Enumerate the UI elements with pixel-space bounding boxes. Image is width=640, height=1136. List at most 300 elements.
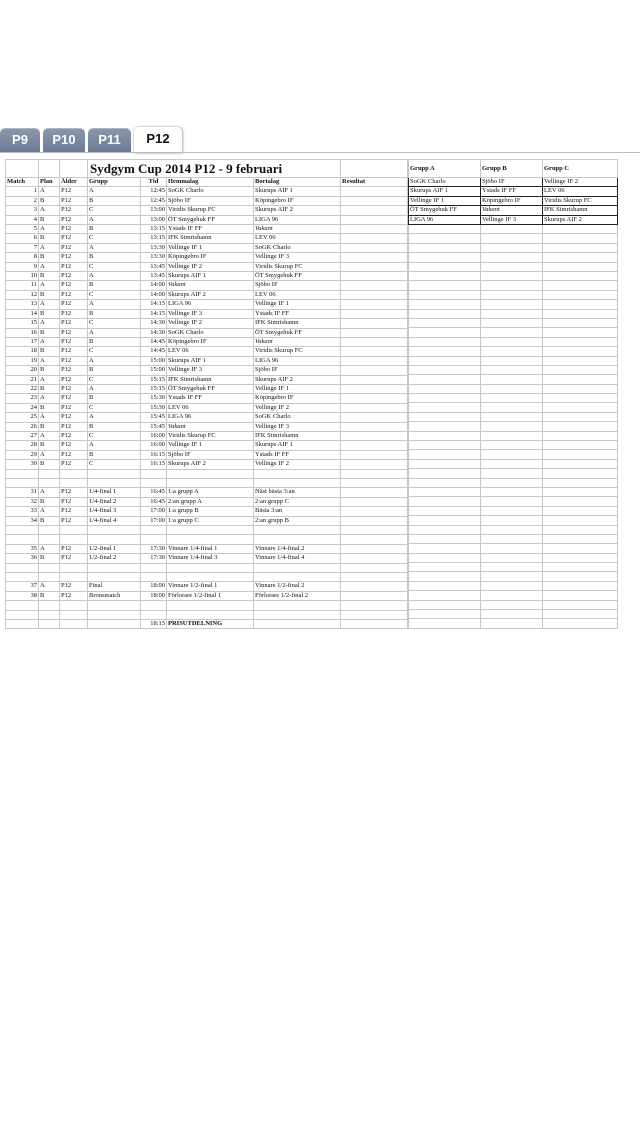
group-team-cell[interactable]: Vellinge IF 3 [481, 215, 543, 224]
cell-alder[interactable]: P12 [60, 375, 88, 384]
empty-cell[interactable] [481, 262, 543, 271]
empty-cell[interactable] [481, 234, 543, 243]
cell-tid[interactable]: 15:30 [141, 403, 167, 412]
cell-resultat[interactable] [341, 544, 408, 553]
cell-tid[interactable] [141, 469, 167, 478]
cell-bortalag[interactable]: Ystads IF FF [254, 309, 341, 318]
cell-plan[interactable]: B [39, 290, 60, 299]
cell-plan[interactable]: A [39, 431, 60, 440]
cell-bortalag[interactable]: Vellinge IF 1 [254, 300, 341, 309]
cell-bortalag[interactable]: LIGA 96 [254, 215, 341, 224]
cell-hemmalag[interactable]: IFK Simrishamn [167, 375, 254, 384]
cell-grupp[interactable]: C [88, 403, 141, 412]
cell-tid[interactable]: 13:00 [141, 215, 167, 224]
cell-grupp[interactable] [88, 469, 141, 478]
cell-resultat[interactable] [341, 300, 408, 309]
cell-tid[interactable]: 12:45 [141, 187, 167, 196]
empty-cell[interactable] [543, 309, 618, 318]
cell-resultat[interactable] [341, 450, 408, 459]
cell-resultat[interactable] [341, 356, 408, 365]
cell-tid[interactable]: 15:00 [141, 356, 167, 365]
cell-resultat[interactable] [341, 281, 408, 290]
cell-hemmalag[interactable]: IFK Simrishamn [167, 234, 254, 243]
group-team-cell[interactable]: Vellinge IF 1 [409, 196, 481, 205]
cell-plan[interactable] [39, 469, 60, 478]
cell-hemmalag[interactable]: Köpingebro IF [167, 253, 254, 262]
cell-grupp[interactable]: 1/4-final 4 [88, 516, 141, 525]
empty-cell[interactable] [409, 450, 481, 459]
cell-resultat[interactable] [341, 610, 408, 619]
cell-grupp[interactable]: C [88, 319, 141, 328]
cell-plan[interactable] [39, 572, 60, 581]
empty-cell[interactable] [409, 525, 481, 534]
cell-grupp[interactable]: B [88, 394, 141, 403]
cell-match-number[interactable]: 21 [6, 375, 39, 384]
cell-hemmalag[interactable]: Vellinge IF 1 [167, 243, 254, 252]
cell-match-number[interactable]: 15 [6, 319, 39, 328]
cell-grupp[interactable] [88, 563, 141, 572]
empty-cell[interactable] [543, 300, 618, 309]
cell-resultat[interactable] [341, 366, 408, 375]
cell-bortalag[interactable] [254, 535, 341, 544]
cell-bortalag[interactable]: Vellinge IF 1 [254, 384, 341, 393]
cell-tid[interactable]: 18:00 [141, 582, 167, 591]
cell-match-number[interactable]: 36 [6, 554, 39, 563]
empty-cell[interactable] [543, 328, 618, 337]
cell-alder[interactable]: P12 [60, 243, 88, 252]
cell-match-number[interactable]: 7 [6, 243, 39, 252]
cell-tid[interactable] [141, 535, 167, 544]
cell-tid[interactable]: 14:00 [141, 290, 167, 299]
cell-alder[interactable]: P12 [60, 356, 88, 365]
empty-cell[interactable] [543, 516, 618, 525]
empty-cell[interactable] [409, 384, 481, 393]
cell-alder[interactable]: P12 [60, 394, 88, 403]
cell-resultat[interactable] [341, 554, 408, 563]
cell-tid[interactable]: 15:45 [141, 422, 167, 431]
cell-match-number[interactable]: 5 [6, 225, 39, 234]
cell-match-number[interactable]: 27 [6, 431, 39, 440]
cell-resultat[interactable] [341, 563, 408, 572]
cell-hemmalag[interactable]: Vellinge IF 3 [167, 366, 254, 375]
cell-plan[interactable]: A [39, 375, 60, 384]
cell-alder[interactable]: P12 [60, 196, 88, 205]
cell-alder[interactable]: P12 [60, 225, 88, 234]
cell-alder[interactable] [60, 478, 88, 487]
cell-grupp[interactable]: B [88, 309, 141, 318]
cell-match-number[interactable]: 2 [6, 196, 39, 205]
cell-hemmalag[interactable]: Sjöbo IF [167, 196, 254, 205]
cell-match-number[interactable]: 35 [6, 544, 39, 553]
cell-plan[interactable]: B [39, 196, 60, 205]
cell-tid[interactable]: 13:45 [141, 262, 167, 271]
empty-cell[interactable] [543, 243, 618, 252]
cell-grupp[interactable] [88, 526, 141, 535]
empty-cell[interactable] [481, 525, 543, 534]
empty-cell[interactable] [543, 600, 618, 609]
cell-bortalag[interactable]: Köpingebro IF [254, 196, 341, 205]
cell-tid[interactable] [141, 610, 167, 619]
cell-grupp[interactable]: A [88, 328, 141, 337]
cell-alder[interactable]: P12 [60, 272, 88, 281]
empty-cell[interactable] [481, 309, 543, 318]
cell-plan[interactable] [39, 601, 60, 610]
cell-grupp[interactable] [88, 535, 141, 544]
tab-p12[interactable]: P12 [134, 127, 182, 153]
cell-hemmalag[interactable]: Skurups AIF 1 [167, 356, 254, 365]
cell-hemmalag[interactable]: Ystads IF FF [167, 394, 254, 403]
empty-cell[interactable] [481, 497, 543, 506]
tab-p10[interactable]: P10 [43, 128, 85, 152]
cell-grupp[interactable]: B [88, 337, 141, 346]
cell-match-number[interactable]: 14 [6, 309, 39, 318]
cell-tid[interactable]: 12:45 [141, 196, 167, 205]
cell-match-number[interactable]: 33 [6, 507, 39, 516]
cell-tid[interactable]: 14:00 [141, 281, 167, 290]
cell-bortalag[interactable] [254, 478, 341, 487]
cell-alder[interactable]: P12 [60, 450, 88, 459]
cell-hemmalag[interactable]: Vellinge IF 3 [167, 309, 254, 318]
empty-cell[interactable] [409, 318, 481, 327]
cell-bortalag[interactable]: Vinnare 1/4-final 4 [254, 554, 341, 563]
cell-tid[interactable]: 17:30 [141, 544, 167, 553]
empty-cell[interactable] [481, 441, 543, 450]
cell-match-number[interactable]: 8 [6, 253, 39, 262]
cell-bortalag[interactable]: Köpingebro IF [254, 394, 341, 403]
empty-cell[interactable] [481, 516, 543, 525]
cell-alder[interactable] [60, 572, 88, 581]
empty-cell[interactable] [409, 534, 481, 543]
empty-cell[interactable] [409, 365, 481, 374]
cell-plan[interactable]: B [39, 441, 60, 450]
empty-cell[interactable] [543, 610, 618, 619]
cell-bortalag[interactable]: Vakant [254, 337, 341, 346]
cell-bortalag[interactable] [254, 619, 341, 628]
cell-plan[interactable]: A [39, 243, 60, 252]
cell-resultat[interactable] [341, 253, 408, 262]
empty-cell[interactable] [409, 563, 481, 572]
cell-alder[interactable]: P12 [60, 384, 88, 393]
cell-tid[interactable]: 18:00 [141, 591, 167, 600]
cell-tid[interactable] [141, 526, 167, 535]
cell-grupp[interactable]: B [88, 281, 141, 290]
cell-match-number[interactable]: 6 [6, 234, 39, 243]
cell-hemmalag[interactable] [167, 535, 254, 544]
cell-bortalag[interactable] [254, 563, 341, 572]
empty-cell[interactable] [409, 610, 481, 619]
cell-plan[interactable] [39, 610, 60, 619]
empty-cell[interactable] [481, 356, 543, 365]
empty-cell[interactable] [409, 431, 481, 440]
cell-plan[interactable]: B [39, 272, 60, 281]
cell-hemmalag[interactable]: Förlorare 1/2-final 1 [167, 591, 254, 600]
cell-resultat[interactable] [341, 328, 408, 337]
cell-plan[interactable]: B [39, 215, 60, 224]
group-team-cell[interactable]: LIGA 96 [409, 215, 481, 224]
cell-grupp[interactable]: B [88, 450, 141, 459]
cell-hemmalag[interactable] [167, 526, 254, 535]
empty-cell[interactable] [543, 375, 618, 384]
cell-match-number[interactable]: 32 [6, 497, 39, 506]
empty-cell[interactable] [409, 516, 481, 525]
cell-resultat[interactable] [341, 441, 408, 450]
cell-match-number[interactable]: 9 [6, 262, 39, 271]
cell-bortalag[interactable]: Vellinge IF 3 [254, 422, 341, 431]
cell-hemmalag[interactable]: Skurups AIF 2 [167, 460, 254, 469]
empty-cell[interactable] [409, 441, 481, 450]
empty-cell[interactable] [543, 403, 618, 412]
cell-resultat[interactable] [341, 601, 408, 610]
empty-cell[interactable] [543, 262, 618, 271]
cell-alder[interactable] [60, 469, 88, 478]
empty-cell[interactable] [543, 553, 618, 562]
cell-alder[interactable] [60, 535, 88, 544]
cell-alder[interactable]: P12 [60, 337, 88, 346]
cell-alder[interactable]: P12 [60, 300, 88, 309]
cell-match-number[interactable]: 20 [6, 366, 39, 375]
cell-resultat[interactable] [341, 582, 408, 591]
cell-match-number[interactable]: 13 [6, 300, 39, 309]
cell-bortalag[interactable]: Förlorare 1/2-final 2 [254, 591, 341, 600]
empty-cell[interactable] [409, 403, 481, 412]
empty-cell[interactable] [409, 619, 481, 628]
cell-match-number[interactable]: 28 [6, 441, 39, 450]
cell-grupp[interactable]: C [88, 460, 141, 469]
empty-cell[interactable] [481, 544, 543, 553]
empty-cell[interactable] [543, 450, 618, 459]
cell-hemmalag[interactable]: 1:a grupp C [167, 516, 254, 525]
cell-match-number[interactable]: 19 [6, 356, 39, 365]
cell-resultat[interactable] [341, 488, 408, 497]
empty-cell[interactable] [481, 563, 543, 572]
cell-resultat[interactable] [341, 290, 408, 299]
cell-bortalag[interactable] [254, 610, 341, 619]
empty-cell[interactable] [481, 534, 543, 543]
cell-alder[interactable]: P12 [60, 319, 88, 328]
empty-cell[interactable] [543, 478, 618, 487]
cell-hemmalag[interactable]: SoGK Charlo [167, 328, 254, 337]
empty-cell[interactable] [481, 422, 543, 431]
cell-hemmalag[interactable]: LIGA 96 [167, 300, 254, 309]
cell-match-number[interactable] [6, 535, 39, 544]
cell-grupp[interactable]: C [88, 375, 141, 384]
cell-resultat[interactable] [341, 619, 408, 628]
empty-cell[interactable] [409, 337, 481, 346]
cell-resultat[interactable] [341, 469, 408, 478]
empty-cell[interactable] [481, 375, 543, 384]
cell-grupp[interactable]: C [88, 234, 141, 243]
empty-cell[interactable] [481, 394, 543, 403]
cell-hemmalag[interactable]: LIGA 96 [167, 413, 254, 422]
cell-resultat[interactable] [341, 507, 408, 516]
cell-resultat[interactable] [341, 591, 408, 600]
cell-plan[interactable]: A [39, 206, 60, 215]
cell-plan[interactable]: B [39, 460, 60, 469]
cell-hemmalag[interactable] [167, 601, 254, 610]
cell-bortalag[interactable]: Skurups AIF 1 [254, 441, 341, 450]
empty-cell[interactable] [543, 412, 618, 421]
cell-resultat[interactable] [341, 196, 408, 205]
group-team-cell[interactable]: ÖT Smygehuk FF [409, 206, 481, 215]
empty-cell[interactable] [409, 375, 481, 384]
empty-cell[interactable] [543, 365, 618, 374]
empty-cell[interactable] [409, 328, 481, 337]
group-team-cell[interactable]: LEV 06 [543, 187, 618, 196]
empty-cell[interactable] [481, 300, 543, 309]
group-team-cell[interactable]: Vellinge IF 2 [543, 178, 618, 187]
empty-cell[interactable] [543, 234, 618, 243]
cell-plan[interactable]: A [39, 356, 60, 365]
cell-tid[interactable]: 13:15 [141, 225, 167, 234]
empty-cell[interactable] [543, 525, 618, 534]
cell-resultat[interactable] [341, 413, 408, 422]
empty-cell[interactable] [543, 384, 618, 393]
cell-match-number[interactable]: 31 [6, 488, 39, 497]
empty-cell[interactable] [409, 347, 481, 356]
cell-hemmalag[interactable]: ÖT Smygehuk FF [167, 215, 254, 224]
cell-match-number[interactable] [6, 610, 39, 619]
cell-hemmalag[interactable]: Vellinge IF 2 [167, 319, 254, 328]
cell-grupp[interactable]: A [88, 384, 141, 393]
cell-grupp[interactable]: C [88, 206, 141, 215]
cell-match-number[interactable]: 1 [6, 187, 39, 196]
cell-bortalag[interactable]: LEV 06 [254, 234, 341, 243]
cell-match-number[interactable] [6, 469, 39, 478]
empty-cell[interactable] [481, 459, 543, 468]
empty-cell[interactable] [409, 422, 481, 431]
cell-bortalag[interactable]: SoGK Charlo [254, 243, 341, 252]
cell-match-number[interactable] [6, 619, 39, 628]
cell-hemmalag[interactable]: Vellinge IF 1 [167, 441, 254, 450]
cell-plan[interactable]: B [39, 554, 60, 563]
cell-tid[interactable] [141, 572, 167, 581]
empty-cell[interactable] [481, 328, 543, 337]
cell-alder[interactable]: P12 [60, 281, 88, 290]
empty-cell[interactable] [409, 271, 481, 280]
empty-cell[interactable] [543, 459, 618, 468]
empty-cell[interactable] [481, 403, 543, 412]
cell-match-number[interactable] [6, 572, 39, 581]
cell-resultat[interactable] [341, 478, 408, 487]
empty-cell[interactable] [543, 487, 618, 496]
cell-plan[interactable]: A [39, 225, 60, 234]
cell-hemmalag[interactable]: Vakant [167, 422, 254, 431]
empty-cell[interactable] [481, 337, 543, 346]
cell-resultat[interactable] [341, 572, 408, 581]
cell-match-number[interactable]: 29 [6, 450, 39, 459]
group-team-cell[interactable]: SoGK Charlo [409, 178, 481, 187]
cell-match-number[interactable] [6, 478, 39, 487]
cell-tid[interactable]: 17:00 [141, 516, 167, 525]
empty-cell[interactable] [409, 356, 481, 365]
cell-bortalag[interactable] [254, 601, 341, 610]
cell-plan[interactable]: B [39, 309, 60, 318]
cell-match-number[interactable]: 37 [6, 582, 39, 591]
cell-bortalag[interactable]: Skurups AIF 2 [254, 206, 341, 215]
cell-tid[interactable]: 17:30 [141, 554, 167, 563]
cell-resultat[interactable] [341, 225, 408, 234]
cell-tid[interactable]: 14:30 [141, 328, 167, 337]
empty-cell[interactable] [409, 581, 481, 590]
cell-hemmalag[interactable]: Vinnare 1/4-final 1 [167, 544, 254, 553]
cell-alder[interactable]: P12 [60, 422, 88, 431]
cell-tid[interactable]: 13:45 [141, 272, 167, 281]
cell-match-number[interactable]: 3 [6, 206, 39, 215]
cell-grupp[interactable]: 1/4-final 1 [88, 488, 141, 497]
cell-tid[interactable]: 17:00 [141, 507, 167, 516]
cell-bortalag[interactable]: 2:an grupp C [254, 497, 341, 506]
cell-bortalag[interactable]: Vellinge IF 2 [254, 403, 341, 412]
cell-match-number[interactable]: 17 [6, 337, 39, 346]
cell-bortalag[interactable]: Vinnare 1/4-final 2 [254, 544, 341, 553]
cell-tid[interactable]: 18:15 [141, 619, 167, 628]
cell-resultat[interactable] [341, 403, 408, 412]
cell-grupp[interactable]: C [88, 262, 141, 271]
cell-grupp[interactable]: A [88, 356, 141, 365]
cell-plan[interactable]: A [39, 337, 60, 346]
cell-hemmalag[interactable]: Skurups AIF 2 [167, 290, 254, 299]
cell-plan[interactable]: B [39, 234, 60, 243]
cell-alder[interactable] [60, 563, 88, 572]
cell-grupp[interactable]: C [88, 290, 141, 299]
empty-cell[interactable] [543, 337, 618, 346]
empty-cell[interactable] [481, 271, 543, 280]
empty-cell[interactable] [481, 243, 543, 252]
cell-bortalag[interactable]: ÖT Smygehuk FF [254, 328, 341, 337]
cell-tid[interactable]: 16:45 [141, 488, 167, 497]
cell-hemmalag[interactable]: SoGK Charlo [167, 187, 254, 196]
cell-resultat[interactable] [341, 319, 408, 328]
empty-cell[interactable] [543, 290, 618, 299]
empty-cell[interactable] [543, 281, 618, 290]
empty-cell[interactable] [481, 365, 543, 374]
cell-tid[interactable]: 13:30 [141, 253, 167, 262]
cell-grupp[interactable]: C [88, 347, 141, 356]
cell-alder[interactable]: P12 [60, 253, 88, 262]
cell-alder[interactable]: P12 [60, 460, 88, 469]
empty-cell[interactable] [543, 469, 618, 478]
empty-cell[interactable] [409, 394, 481, 403]
cell-alder[interactable] [60, 601, 88, 610]
cell-alder[interactable]: P12 [60, 431, 88, 440]
empty-cell[interactable] [543, 572, 618, 581]
cell-grupp[interactable]: B [88, 253, 141, 262]
cell-match-number[interactable]: 34 [6, 516, 39, 525]
cell-tid[interactable]: 15:15 [141, 384, 167, 393]
cell-plan[interactable]: A [39, 319, 60, 328]
cell-plan[interactable]: B [39, 497, 60, 506]
cell-grupp[interactable] [88, 619, 141, 628]
group-team-cell[interactable]: Vakant [481, 206, 543, 215]
cell-plan[interactable]: A [39, 507, 60, 516]
cell-alder[interactable]: P12 [60, 591, 88, 600]
cell-tid[interactable]: 13:00 [141, 206, 167, 215]
cell-grupp[interactable]: C [88, 431, 141, 440]
cell-bortalag[interactable]: LIGA 96 [254, 356, 341, 365]
cell-plan[interactable]: B [39, 591, 60, 600]
empty-cell[interactable] [409, 591, 481, 600]
cell-alder[interactable]: P12 [60, 413, 88, 422]
cell-tid[interactable]: 16:15 [141, 450, 167, 459]
cell-plan[interactable]: A [39, 300, 60, 309]
cell-tid[interactable]: 15:15 [141, 375, 167, 384]
cell-bortalag[interactable] [254, 526, 341, 535]
cell-hemmalag[interactable]: Skurups AIF 1 [167, 272, 254, 281]
cell-match-number[interactable]: 18 [6, 347, 39, 356]
cell-match-number[interactable]: 30 [6, 460, 39, 469]
empty-cell[interactable] [481, 347, 543, 356]
cell-bortalag[interactable]: Ystads IF FF [254, 450, 341, 459]
